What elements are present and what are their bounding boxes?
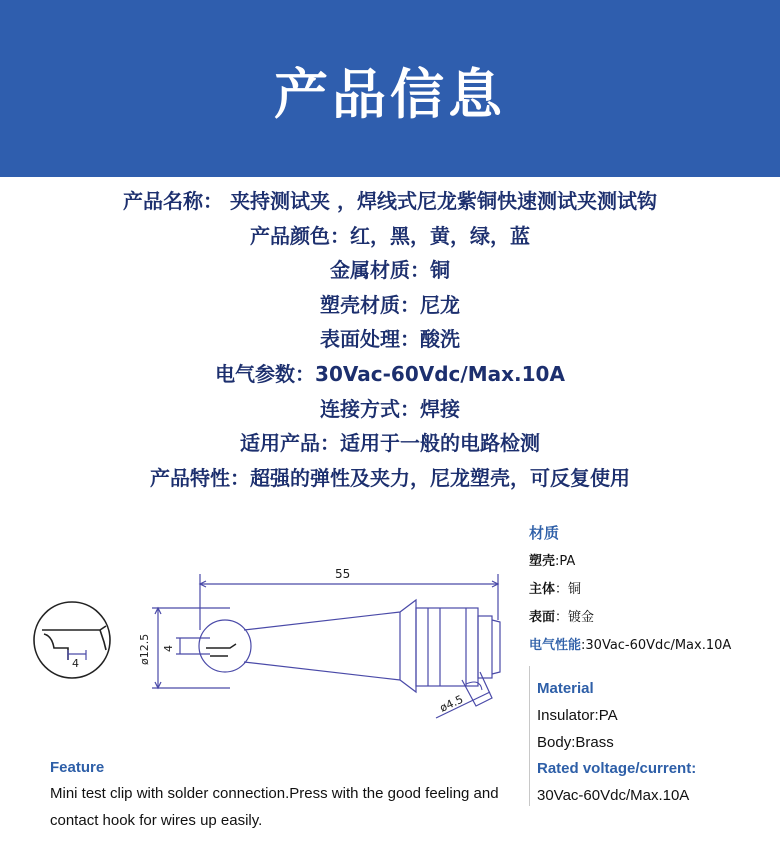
material-cn-value: ：铜 [555,582,582,597]
dim-diameter-label: ø12.5 [138,633,151,665]
spec-line: 产品名称： 夹持测试夹 ，焊线式尼龙紫铜快速测试夹测试钩 [123,189,657,213]
material-cn-row [529,576,779,604]
material-cn-row [529,604,779,632]
rated-value: 30Vac-60Vdc/Max.10A [537,787,690,804]
rated-heading: Rated voltage/current: [537,760,697,777]
material-cn-label: 主体 [529,582,556,597]
dim-tip-label: 4 [162,645,175,652]
material-en [537,676,777,809]
dim-wire-label: ø4.5 [437,692,466,715]
spec-line: 产品颜色：红，黑，黄，绿，蓝 [250,223,530,248]
material-cn-label: 表面 [529,610,556,625]
feature-heading: Feature [50,759,105,776]
material-en-heading: Material [537,680,594,697]
material-cn-label: 塑壳 [529,554,556,569]
electric-cn-label: 电气性能 [529,638,582,653]
spec-line: 适用产品：适用于一般的电路检测 [240,431,540,456]
spec-line: 金属材质：铜 [330,258,450,283]
technical-drawing [30,560,520,720]
feature-section [50,756,520,834]
divider [529,666,530,806]
material-cn-heading: 材质 [529,524,560,542]
material-cn-value: ：镀金 [555,610,595,625]
spec-list [0,184,780,495]
material-cn [529,518,779,660]
page-title: 产品信息 [274,63,506,126]
dim-length-label: 55 [335,567,351,581]
feature-text: Mini test clip with solder connection.Press with the good feeling and contact hook for wires up easily. [50,785,499,829]
body-text: Body:Brass [537,734,614,751]
spec-line: 电气参数：30Vac-60Vdc/Max.10A [215,361,565,386]
electric-cn-row [529,632,779,660]
insulator-text: Insulator:PA [537,707,618,724]
spec-line: 表面处理：酸洗 [320,327,460,352]
banner [0,0,780,177]
material-cn-value: :PA [555,554,576,569]
spec-line: 塑壳材质：尼龙 [320,292,460,317]
electric-cn-value: :30Vac-60Vdc/Max.10A [581,638,732,653]
dim-detail-label: 4 [72,657,79,670]
material-cn-row [529,548,779,576]
spec-line: 连接方式：焊接 [320,396,460,421]
spec-line: 产品特性：超强的弹性及夹力，尼龙塑壳，可反复使用 [150,465,630,490]
